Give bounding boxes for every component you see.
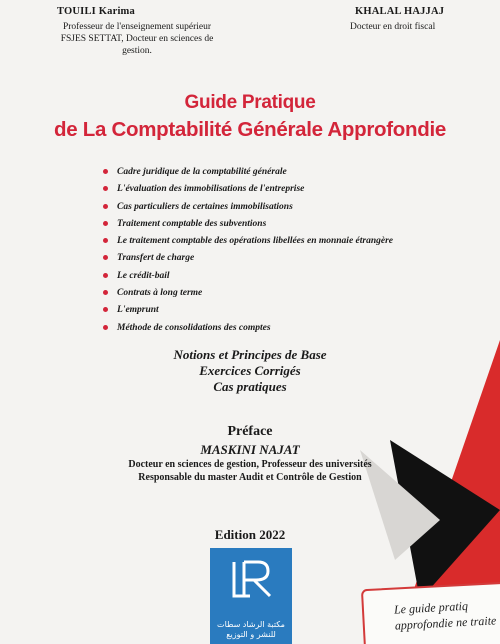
notions-block: [0, 347, 500, 395]
excerpt-line: approfondie ne traite: [394, 613, 497, 633]
publisher-name-line: للنشر و التوزيع: [226, 630, 276, 639]
bullet-icon: [103, 221, 108, 226]
publisher-name-line: مكتبة الرشاد سطات: [217, 620, 285, 629]
book-title-line1: Guide Pratique: [184, 92, 316, 113]
preface-credential: Docteur en sciences de gestion, Professeur des universités: [128, 459, 372, 470]
bullet-icon: [103, 307, 108, 312]
list-item: [103, 269, 393, 286]
preface-credential: Responsable du master Audit et Contrôle de Gestion: [138, 472, 362, 483]
author-right: [350, 6, 480, 33]
preface-title: Préface: [227, 424, 273, 439]
book-title-line2: de La Comptabilité Générale Approfondie: [54, 118, 446, 141]
list-item: [103, 321, 393, 338]
excerpt-line: Le guide pratiq: [393, 598, 469, 617]
author-name: KHALAL HAJJAJ: [355, 6, 445, 17]
excerpt-text: [394, 594, 500, 633]
topic-text: Contrats à long terme: [117, 288, 203, 299]
publisher-name: [210, 620, 292, 640]
author-name: TOUILI Karima: [57, 6, 135, 17]
bullet-icon: [103, 186, 108, 191]
topic-text: Méthode de consolidations des comptes: [117, 322, 271, 333]
topic-text: Le traitement comptable des opérations libellées en monnaie étrangère: [117, 236, 394, 247]
preface-author: MASKINI NAJAT: [200, 442, 300, 457]
notions-line: Cas pratiques: [213, 379, 287, 394]
bullet-icon: [103, 238, 108, 243]
publisher-logo: [210, 548, 292, 644]
list-item: [103, 217, 393, 234]
bullet-icon: [103, 255, 108, 260]
topic-text: L'emprunt: [117, 305, 159, 316]
list-item: [103, 303, 393, 320]
list-item: [103, 200, 393, 217]
back-cover-excerpt: [361, 581, 500, 644]
topic-text: Cas particuliers de certaines immobilisations: [117, 201, 293, 212]
list-item: [103, 182, 393, 199]
notions-line: Notions et Principes de Base: [173, 347, 327, 362]
edition-label: Edition 2022: [214, 527, 286, 542]
publisher-logo-mark: [220, 556, 282, 604]
topic-text: Transfert de charge: [117, 253, 195, 264]
bullet-icon: [103, 325, 108, 330]
bullet-icon: [103, 169, 108, 174]
preface-block: [0, 424, 500, 484]
bullet-icon: [103, 290, 108, 295]
bullet-icon: [103, 273, 108, 278]
list-item: [103, 251, 393, 268]
bullet-icon: [103, 204, 108, 209]
notions-line: Exercices Corrigés: [199, 363, 301, 378]
author-description: Professeur de l'enseignement supérieur FSJES SETTAT, Docteur en sciences de gestion.: [60, 22, 214, 56]
topic-text: Traitement comptable des subventions: [117, 218, 267, 229]
list-item: [103, 286, 393, 303]
topic-text: L'évaluation des immobilisations de l'entreprise: [117, 184, 305, 195]
topic-text: Le crédit-bail: [117, 270, 170, 281]
author-description: Docteur en droit fiscal: [350, 22, 436, 32]
list-item: [103, 165, 393, 182]
list-item: [103, 234, 393, 251]
topics-list: [103, 165, 393, 338]
topic-text: Cadre juridique de la comptabilité générale: [117, 167, 287, 177]
author-left: [57, 6, 237, 57]
